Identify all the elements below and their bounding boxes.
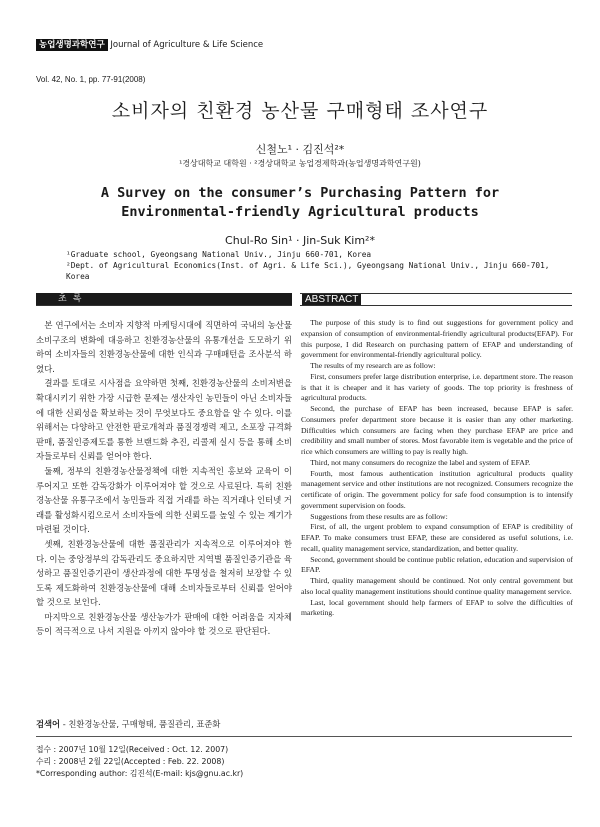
accepted-date: 수리 : 2008년 2월 22일(Accepted : Feb. 22. 2008) xyxy=(36,757,225,766)
abstract-ko-paragraph: 둘째, 정부의 친환경농산물정책에 대한 지속적인 홍보와 교육이 이루어지고 또한 감독강화가 이루어져야 할 것으로 사료된다. 특히 친환경농산물 유통구조에서 농민들과 직접 거래를 하는 직거래나 인터넷 거래를 활성화시킴으로서 소비자들에 의한 신뢰도를 높일 수 있는 계기가 마련될 것이다. xyxy=(36,465,292,535)
authors-english: Chul-Ro Sin¹ · Jin-Suk Kim²* xyxy=(225,234,375,247)
abstract-en-paragraph: Suggestions from these results are as follow: xyxy=(310,511,448,521)
received-date: 접수 : 2007년 10월 12일(Received : Oct. 12. 2007) xyxy=(36,745,229,754)
abstract-en-paragraph: Second, government should be continue public relation, education and supervision of EFAP. xyxy=(301,554,573,575)
volume-info: Vol. 42, No. 1, pp. 77-91(2008) xyxy=(36,75,146,84)
abstract-ko-paragraph: 마지막으로 친환경농산물 생산농가가 판매에 대한 어려움을 지자체 등이 적극적으로 나서 지원을 아끼지 않아야 할 것으로 판단된다. xyxy=(36,611,292,637)
abstract-en-paragraph: Last, local government should help farmers of EFAP to solve the difficulties of marketing. xyxy=(301,597,573,618)
authors-korean: 신철노¹ · 김진석²* xyxy=(255,143,345,156)
keywords-korean-label: 검색어 xyxy=(36,719,61,729)
keywords-korean-text: - 친환경농산물, 구매형태, 품질관리, 표준화 xyxy=(62,719,221,729)
abstract-en-paragraph: Third, not many consumers do recognize the label and system of EFAP. xyxy=(310,457,531,467)
abstract-ko-paragraph: 셋째, 친환경농산물에 대한 품질관리가 지속적으로 이루어져야 한다. 이는 중앙정부의 감독관리도 중요하지만 지역별 품질인증기관을 육성하고 품질인증기관이 생산과정에 대한 투명성을 철저히 보장할 수 있도록 제도화하여 친환경농산물에 대해 소비자들로부터 신뢰를 얻어야 할 것으로 보인다. xyxy=(36,538,292,608)
journal-badge: 농업생명과학연구 xyxy=(36,39,108,51)
affiliation-english xyxy=(66,249,566,282)
abstract-english-header xyxy=(300,293,572,306)
title-english-line1: A Survey on the consumer’s Purchasing Pattern for xyxy=(100,185,500,201)
abstract-en-paragraph: Fourth, most famous authentication institution agricultural products quality management service and other institutions are not recognized. Consumers recognize the certificate of origin. The government policy for safe food consumption is to intensify government supervision on foods. xyxy=(301,468,573,510)
abstract-en-paragraph: First, of all, the urgent problem to expand consumption of EFAP is credibility of EFAP. To make consumers trust EFAP, these are considered as useful solutions, i.e. recall, quality management service, standardization, and better quality. xyxy=(301,522,573,553)
abstract-en-paragraph: Second, the purchase of EFAP has been increased, because EFAP is safer. Consumers prefer department store because it is easier than any other marketing. Difficulties which consumers are facing when they purchase EFAP are price and credibility and small number of stores. Most favorable item is vegetable and the price of rice which consumers are willing to pay is really high. xyxy=(301,404,573,456)
abstract-en-paragraph: First, consumers prefer large distribution enterprise, i.e. department store. The reason is that it is cheaper and it has variety of goods. The top priority is freshness of agricultural products. xyxy=(301,371,573,403)
abstract-korean-body xyxy=(36,318,292,639)
abstract-korean-header: 초록 xyxy=(36,293,292,306)
affiliation-english-2: ²Dept. of Agricultural Economics(Inst. of Agri. & Life Sci.), Gyeongsang National Univ., Jinju 660-701, Korea xyxy=(66,261,550,281)
title-korean: 소비자의 친환경 농산물 구매형태 조사연구 xyxy=(111,100,489,122)
abstract-ko-paragraph: 본 연구에서는 소비자 지향적 마케팅시대에 직면하여 국내의 농산물 소비구조의 변화에 대응하고 친환경농산물의 유통개선을 도모하기 위하여 소비자들의 친환경농산물에 대한 인식과 구매패턴을 조사분석 하였다. xyxy=(36,320,292,374)
corresponding-author: *Corresponding author: 김진석(E-mail: kjs@gnu.ac.kr) xyxy=(36,769,244,778)
abstract-en-paragraph: The results of my research are as follow: xyxy=(310,361,436,370)
title-english-line2: Environmental-friendly Agricultural products xyxy=(121,204,479,220)
journal-header xyxy=(36,38,263,50)
keywords-korean xyxy=(36,718,292,730)
abstract-english-label: ABSTRACT xyxy=(302,294,361,305)
affiliation-korean: ¹경상대학교 대학원 · ²경상대학교 농업경제학과(농업생명과학연구원) xyxy=(179,159,421,168)
journal-name: Journal of Agriculture & Life Science xyxy=(110,40,264,50)
abstract-ko-paragraph: 결과를 토대로 시사점을 요약하면 첫째, 친환경농산물의 소비저변을 확대시키기 위한 가장 시급한 문제는 생산자인 농민들이 아닌 소비자들에 대한 신뢰성을 확보하는 것이 무엇보다도 중요함을 알 수 있다. 이를 위해서는 다양하고 안전한 판로개척과 품질경쟁력 제고, 소포장 규격화 판매, 품질인증제도를 통한 브랜드화 추진, 리콜제 실시 등을 통해 소비자들로부터 신뢰를 얻어야 한다. xyxy=(36,378,292,462)
title-english xyxy=(0,184,600,222)
footnote-divider xyxy=(36,736,572,737)
affiliation-english-1: ¹Graduate school, Gyeongsang National Univ., Jinju 660-701, Korea xyxy=(66,250,372,259)
abstract-en-paragraph: The purpose of this study is to find out suggestions for government policy and expansion of consumption of environmental-friendly agricultural products(EFAP). For this purpose, I did Research on purchasing pattern of EFAP and understanding of government for environmental-friendly agricultural policy. xyxy=(301,318,573,360)
abstract-en-paragraph: Third, quality management should be continued. Not only central government but also local quality management institutions should continue quality management service. xyxy=(301,576,573,596)
abstract-english-body xyxy=(301,318,573,619)
footnotes xyxy=(36,744,243,780)
